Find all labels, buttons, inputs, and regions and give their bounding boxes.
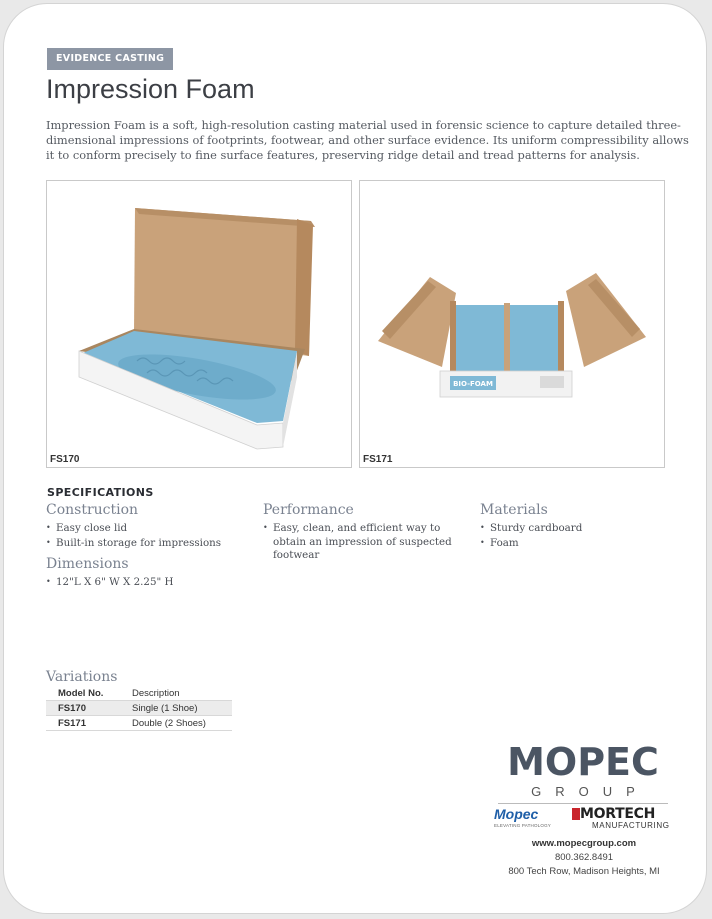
list-item: • Easy close lid xyxy=(46,521,221,536)
address: 800 Tech Row, Madison Heights, MI xyxy=(508,866,660,877)
phone-number: 800.362.8491 xyxy=(554,852,614,863)
list-item: • Sturdy cardboard xyxy=(480,521,680,536)
specifications-heading: SPECIFICATIONS xyxy=(47,486,154,499)
list-item: • 12"L X 6" W X 2.25" H xyxy=(46,575,174,590)
table-row xyxy=(46,701,232,716)
spec-performance-title: Performance xyxy=(263,502,354,518)
mopec-logo: Mopec xyxy=(494,806,539,822)
spec-materials-title: Materials xyxy=(480,502,548,518)
contact-info xyxy=(474,837,694,879)
spec-materials xyxy=(480,502,680,550)
box-flap-left xyxy=(378,277,456,367)
foam-pad-right xyxy=(510,305,558,371)
table-header-row xyxy=(46,686,232,701)
foam-pad-left xyxy=(456,305,504,371)
spec-sheet xyxy=(3,3,707,914)
spec-construction-title: Construction xyxy=(46,502,139,518)
list-item: • Foam xyxy=(480,536,680,551)
page-title: Impression Foam xyxy=(46,74,255,104)
description-cell: Single (1 Shoe) xyxy=(120,701,232,716)
description-cell: Double (2 Shoes) xyxy=(120,716,232,731)
bio-foam-label-text: BIO-FOAM xyxy=(453,380,493,388)
list-item: • Easy, clean, and efficient way to obtain an impression of suspected footwear xyxy=(263,521,463,563)
spec-performance xyxy=(263,502,463,563)
spec-dimensions-title: Dimensions xyxy=(46,556,129,572)
spec-dimensions xyxy=(46,556,174,590)
website-link[interactable]: www.mopecgroup.com xyxy=(531,838,637,849)
single-foam-box-image xyxy=(47,181,351,467)
sub-brand-logos xyxy=(492,804,674,832)
list-item: • Built-in storage for impressions xyxy=(46,536,221,551)
photo-caption: FS171 xyxy=(363,454,393,465)
box-flap-right xyxy=(566,273,646,367)
mopec-group-logo xyxy=(492,742,674,804)
product-photo-fs170 xyxy=(46,180,352,468)
product-photo-fs171 xyxy=(359,180,665,468)
intro-paragraph: Impression Foam is a soft, high-resolution casting material used in forensic science to capture detailed three-dimensional impressions of footprints, footwear, and other surface evidence. Its uniform compressibility allows it to conform precisely to fine surface features, preserving ridge detail and tread patterns for analysis. xyxy=(46,118,689,162)
mortech-logo: MORTECH xyxy=(580,806,655,822)
model-cell: FS170 xyxy=(46,701,120,716)
table-row xyxy=(46,716,232,731)
column-header: Model No. xyxy=(46,686,120,701)
brand-name: MOPEC xyxy=(507,740,659,784)
photo-caption: FS170 xyxy=(50,454,80,465)
variations-table xyxy=(46,686,232,731)
category-tag: EVIDENCE CASTING xyxy=(47,48,173,70)
double-foam-box-image xyxy=(360,181,664,467)
mortech-mark-icon xyxy=(572,808,580,820)
brand-group: GROUP xyxy=(531,784,649,799)
mortech-tagline: MANUFACTURING xyxy=(592,821,670,830)
variations-title: Variations xyxy=(46,669,118,685)
model-cell: FS171 xyxy=(46,716,120,731)
mopec-tagline: ELEVATING PATHOLOGY xyxy=(494,823,551,828)
spec-construction xyxy=(46,502,221,550)
column-header: Description xyxy=(120,686,232,701)
